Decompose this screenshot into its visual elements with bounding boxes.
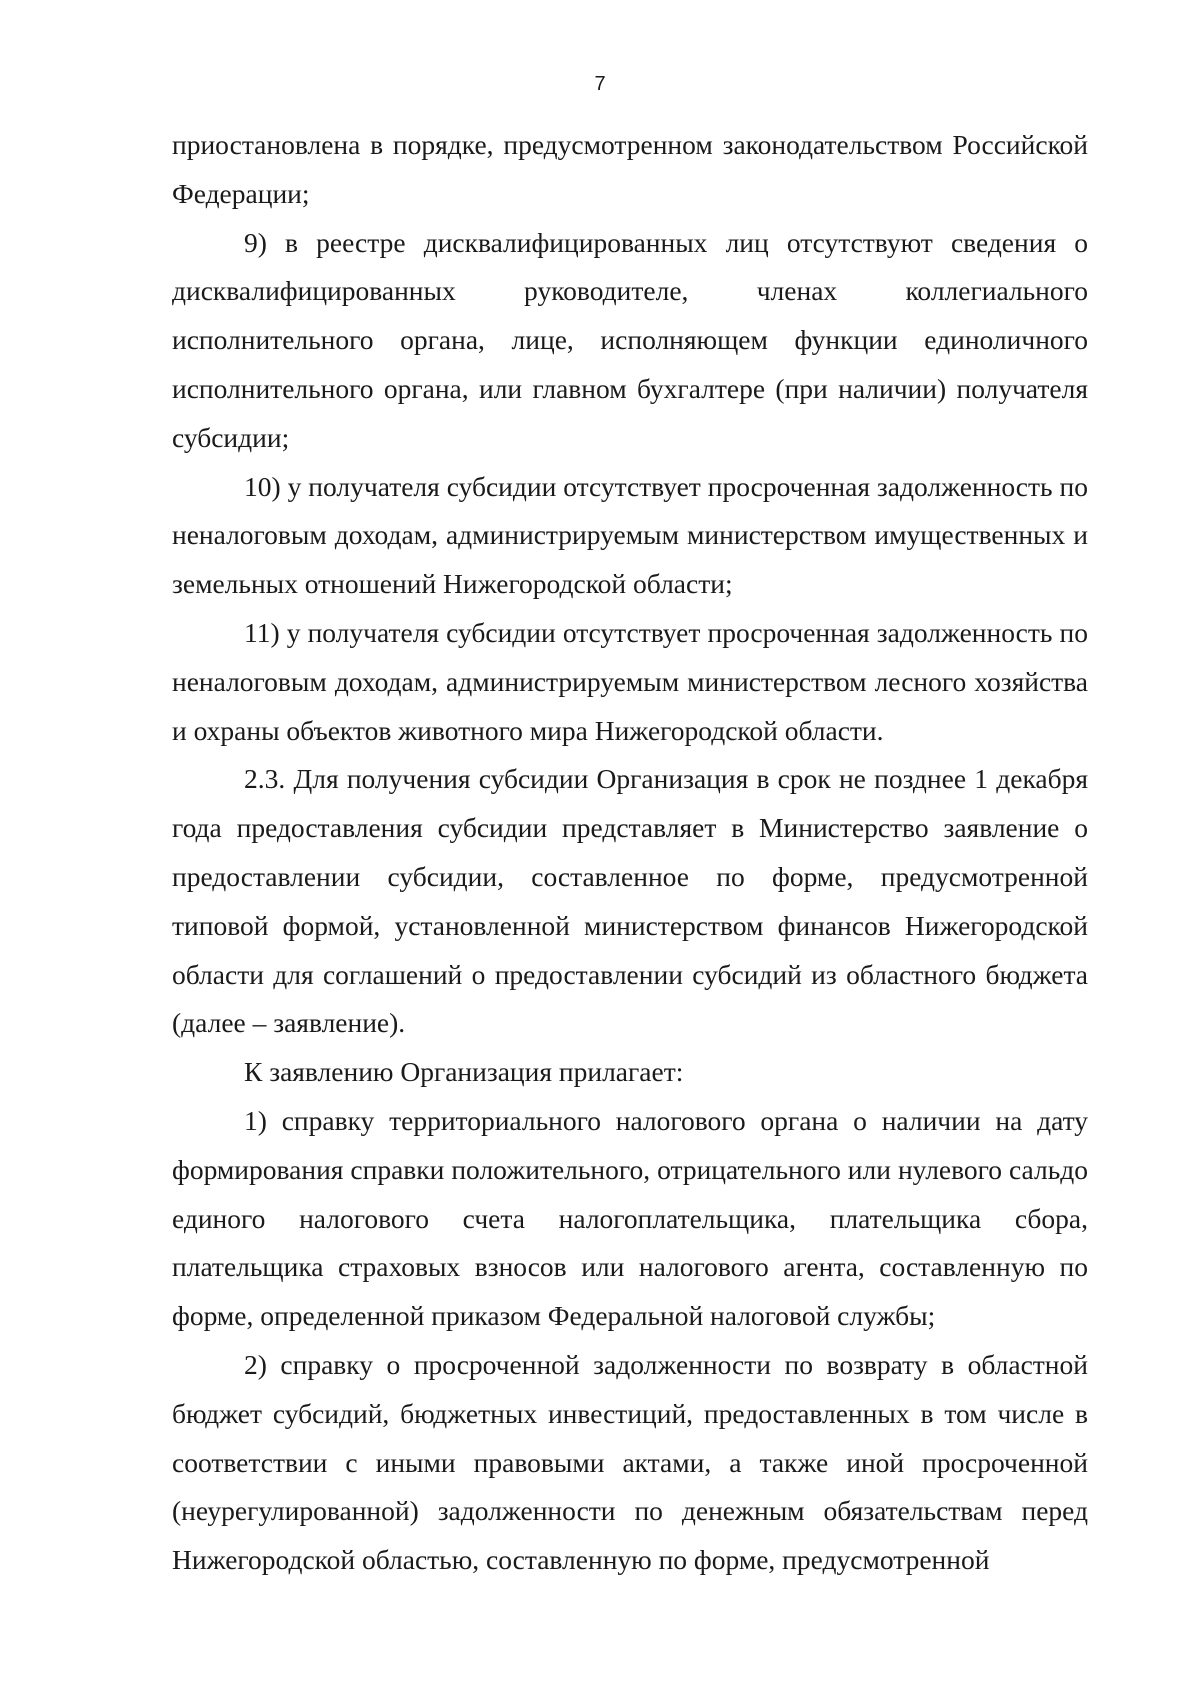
paragraph-continuation: приостановлена в порядке, предусмотренном законодательством Российской Федерации; bbox=[172, 129, 1088, 209]
paragraph-item-10: 10) у получателя субсидии отсутствует просроченная задолженность по неналоговым доходам, администрируемым министерством имущественных и земельных отношений Нижегородской области; bbox=[172, 470, 1088, 600]
paragraph-item-11: 11) у получателя субсидии отсутствует просроченная задолженность по неналоговым доходам, администрируемым министерством лесного хозяйства и охраны объектов животного мира Нижегородской области. bbox=[172, 616, 1088, 746]
paragraph-attachments-intro: К заявлению Организация прилагает: bbox=[244, 1056, 684, 1088]
paragraph-item-9: 9) в реестре дисквалифицированных лиц отсутствуют сведения о дисквалифицированных руководителе, членах коллегиального исполнительного органа, лице, исполняющем функции единоличного исполнительного органа, или главном бухгалтере (при наличии) получателя субсидии; bbox=[172, 226, 1088, 453]
paragraph-section-2-3: 2.3. Для получения субсидии Организация в срок не позднее 1 декабря года предоставления субсидии представляет в Министерство заявление о предоставлении субсидии, составленное по форме, предусмотренной типовой формой, установленной министерством финансов Нижегородской области для соглашений о предоставлении субсидий из областного бюджета (далее – заявление). bbox=[172, 763, 1088, 1039]
page-number: 7 bbox=[594, 73, 606, 95]
paragraph-attachment-1: 1) справку территориального налогового органа о наличии на дату формирования справки положительного, отрицательного или нулевого сальдо единого налогового счета налогоплательщика, плательщика сбора, плательщика страховых взносов или налогового агента, составленную по форме, определенной приказом Федеральной налоговой службы; bbox=[172, 1104, 1088, 1332]
document-body bbox=[172, 121, 1088, 1585]
paragraph-attachment-2: 2) справку о просроченной задолженности по возврату в областной бюджет субсидий, бюджетных инвестиций, предоставленных в том числе в соответствии с иными правовыми актами, а также иной просроченной (неурегулированной) задолженности по денежным обязательствам перед Нижегородской областью, составленную по форме, предусмотренной bbox=[172, 1348, 1088, 1576]
